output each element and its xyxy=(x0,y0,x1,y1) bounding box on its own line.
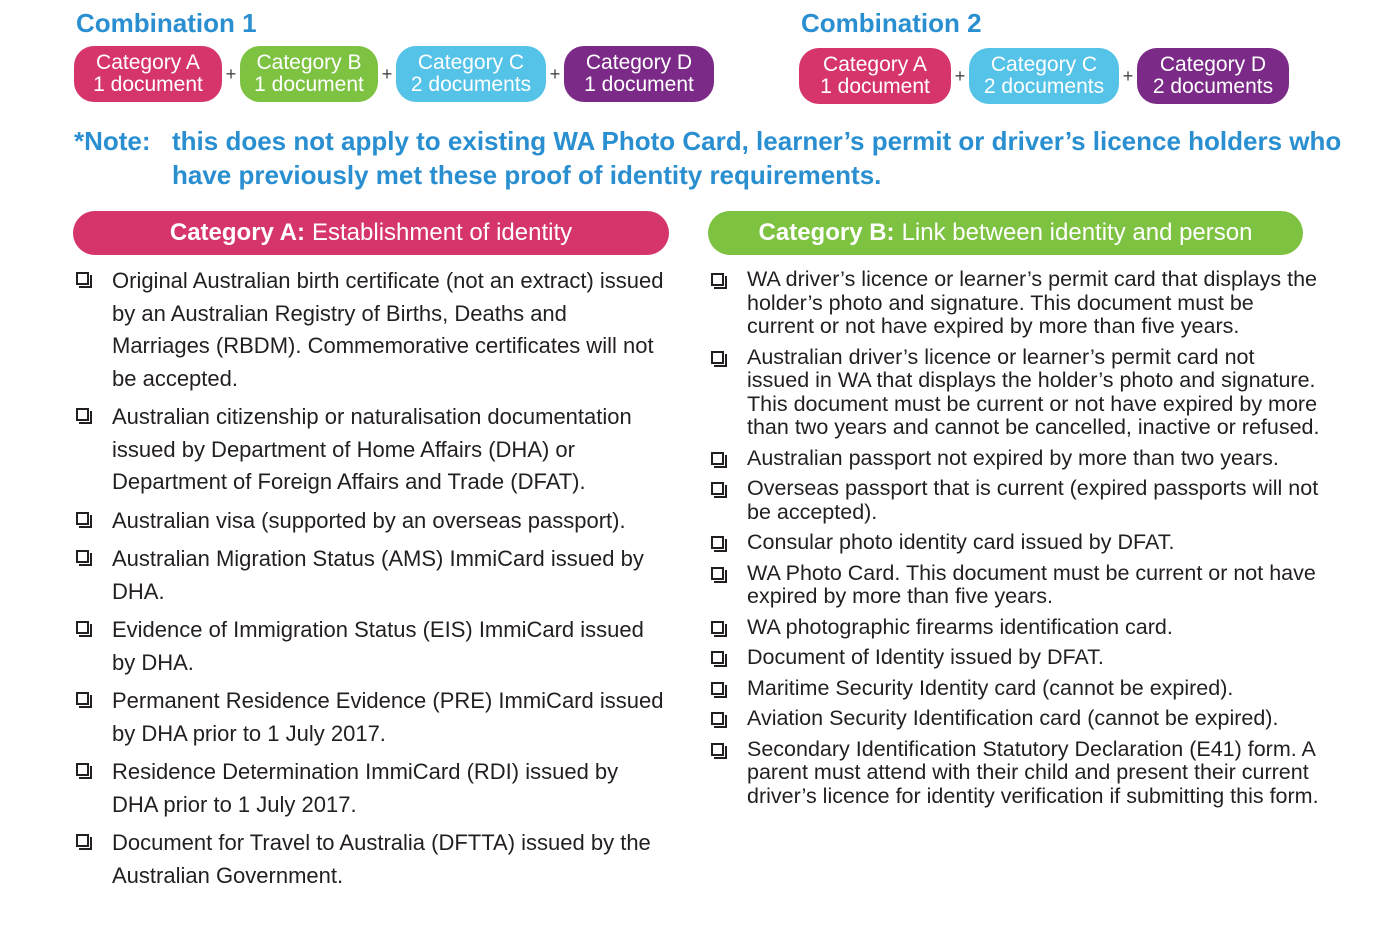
list-item-text: Residence Determination ImmiCard (RDI) issued by DHA prior to 1 July 2017. xyxy=(112,759,619,817)
list-item xyxy=(711,531,1321,555)
category-b-header-text: Link between identity and person xyxy=(901,219,1253,246)
plus-sign: + xyxy=(954,65,966,86)
checkbox-icon xyxy=(711,712,724,725)
checkbox-icon xyxy=(76,512,89,525)
note-text: this does not apply to existing WA Photo Card, learner’s permit or driver’s licence holders who have previously met these proof of identity requirements. xyxy=(172,126,1342,190)
checkbox-icon xyxy=(711,536,724,549)
pill-category-a xyxy=(74,46,222,102)
list-item-text: Consular photo identity card issued by DFAT. xyxy=(747,530,1175,554)
pill-category-label: Category C xyxy=(417,51,525,74)
list-item xyxy=(711,738,1321,809)
list-item xyxy=(711,677,1321,701)
combination-2-pills xyxy=(799,48,1289,104)
list-item xyxy=(711,562,1321,609)
combination-2 xyxy=(799,8,1289,104)
pill-category-label: Category B xyxy=(256,51,362,74)
list-item xyxy=(711,447,1321,471)
list-item xyxy=(76,614,666,679)
list-item xyxy=(76,685,666,750)
category-b-header xyxy=(708,211,1303,255)
checkbox-icon xyxy=(76,834,89,847)
list-item xyxy=(711,268,1321,339)
list-item-text: WA photographic firearms identification card. xyxy=(747,614,1173,639)
list-item xyxy=(711,346,1321,440)
list-item xyxy=(711,646,1321,670)
checkbox-icon xyxy=(76,692,89,705)
pill-category-a xyxy=(799,48,951,104)
plus-sign: + xyxy=(549,63,561,84)
plus-sign: + xyxy=(225,63,237,84)
checkbox-icon xyxy=(76,550,89,563)
list-item-text: Australian visa (supported by an overseas passport). xyxy=(112,507,626,533)
list-item-text: Overseas passport that is current (expired passports will not be accepted). xyxy=(747,476,1319,524)
list-item xyxy=(76,543,666,608)
list-item-text: Australian driver’s licence or learner’s permit card not issued in WA that displays the holder’s photo and signature. This document must be current or not have expired by more than two years and cannot be cancelled, inactive or refused. xyxy=(747,344,1320,439)
pill-count-label: 2 documents xyxy=(983,75,1105,98)
pill-count-label: 1 document xyxy=(820,75,930,98)
list-item-text: Australian citizenship or naturalisation documentation issued by Department of Home Affairs (DHA) or Department of Foreign Affairs and Trade (DFAT). xyxy=(112,404,632,494)
checkbox-icon xyxy=(76,408,89,421)
list-item xyxy=(711,707,1321,731)
pill-category-c xyxy=(396,46,546,102)
category-a-header-bold: Category A: xyxy=(169,219,305,246)
checkbox-icon xyxy=(76,763,89,776)
note xyxy=(74,124,1344,192)
list-item-text: Original Australian birth certificate (not an extract) issued by an Australian Registry of Births, Deaths and Marriages (RBDM). Commemorative certificates will not be accepted. xyxy=(112,268,664,391)
list-item-text: Australian Migration Status (AMS) ImmiCard issued by DHA. xyxy=(112,546,644,604)
pill-category-label: Category C xyxy=(990,53,1098,76)
pill-category-d xyxy=(1137,48,1289,104)
checkbox-icon xyxy=(711,351,724,364)
checkbox-icon xyxy=(711,452,724,465)
pill-category-b xyxy=(240,46,378,102)
list-item-text: WA Photo Card. This document must be current or not have expired by more than five years. xyxy=(747,560,1316,608)
plus-sign: + xyxy=(381,63,393,84)
list-item xyxy=(76,505,666,538)
checkbox-icon xyxy=(711,651,724,664)
combination-1-title: Combination 1 xyxy=(76,8,257,38)
pill-category-label: Category A xyxy=(823,53,927,76)
checkbox-icon xyxy=(76,621,89,634)
pill-category-label: Category D xyxy=(585,51,693,74)
checkbox-icon xyxy=(711,682,724,695)
pill-category-label: Category D xyxy=(1159,53,1267,76)
category-a-header-text: Establishment of identity xyxy=(312,219,573,246)
list-item-text: WA driver’s licence or learner’s permit card that displays the holder’s photo and signature. This document must be current or not have expired by more than five years. xyxy=(747,267,1317,338)
list-item-text: Aviation Security Identification card (cannot be expired). xyxy=(747,706,1279,730)
list-item xyxy=(76,265,666,395)
checkbox-icon xyxy=(711,567,724,580)
checkbox-icon xyxy=(76,272,89,285)
checkbox-icon xyxy=(711,743,724,756)
combination-2-title: Combination 2 xyxy=(801,8,982,38)
list-item-text: Permanent Residence Evidence (PRE) ImmiCard issued by DHA prior to 1 July 2017. xyxy=(112,688,664,746)
list-item-text: Maritime Security Identity card (cannot be expired). xyxy=(747,675,1234,700)
plus-sign: + xyxy=(1122,65,1134,86)
category-a-header xyxy=(73,211,669,255)
list-item xyxy=(76,756,666,821)
pill-category-c xyxy=(969,48,1119,104)
list-item-text: Secondary Identification Statutory Declaration (E41) form. A parent must attend with their child and present their current driver’s licence for identity verification if submitting this form. xyxy=(747,736,1319,808)
pill-category-d xyxy=(564,46,714,102)
list-item xyxy=(711,616,1321,640)
pill-count-label: 1 document xyxy=(93,73,203,96)
category-b-list xyxy=(711,268,1321,815)
list-item xyxy=(76,401,666,499)
note-label: *Note: xyxy=(74,126,151,156)
list-item-text: Document for Travel to Australia (DFTTA) issued by the Australian Government. xyxy=(112,830,651,888)
category-a-list xyxy=(76,265,666,898)
pill-category-label: Category A xyxy=(96,51,200,74)
checkbox-icon xyxy=(711,621,724,634)
category-b-header-bold: Category B: xyxy=(758,219,895,246)
pill-count-label: 1 document xyxy=(584,73,694,96)
list-item xyxy=(76,827,666,892)
list-item-text: Document of Identity issued by DFAT. xyxy=(747,645,1104,669)
checkbox-icon xyxy=(711,482,724,495)
pill-count-label: 1 document xyxy=(254,73,364,96)
pill-count-label: 2 documents xyxy=(1152,75,1274,98)
list-item-text: Australian passport not expired by more than two years. xyxy=(747,445,1279,470)
list-item xyxy=(711,477,1321,524)
combination-1 xyxy=(74,8,714,102)
list-item-text: Evidence of Immigration Status (EIS) ImmiCard issued by DHA. xyxy=(112,617,644,675)
combination-1-pills xyxy=(74,46,714,102)
pill-count-label: 2 documents xyxy=(410,73,532,96)
checkbox-icon xyxy=(711,273,724,286)
